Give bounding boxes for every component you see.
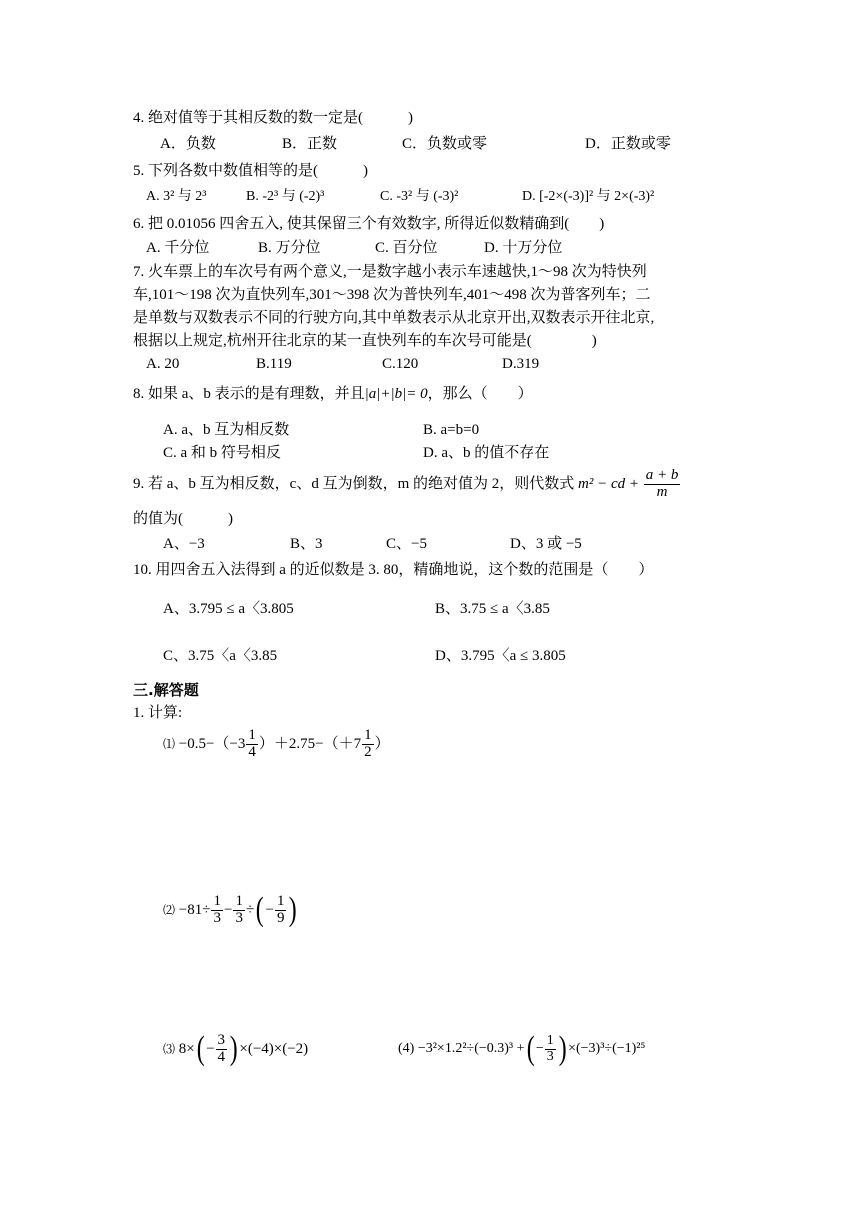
q10-option-b: B、3.75 ≤ a〈3.85 [435, 601, 550, 617]
problem-4-fraction-den: 3 [546, 1048, 554, 1064]
problem-2-div: ÷ [245, 901, 255, 918]
problem-4-post: ×(−3)³÷(−1)²⁵ [568, 1041, 646, 1056]
q7-line-3: 是单数与双数表示不同的行驶方向,其中单数表示从北京开出,双数表示开往北京, [133, 310, 655, 326]
q10-option-c: C、3.75〈a〈3.85 [163, 648, 278, 664]
q9-option-c: C、−5 [386, 536, 427, 552]
q5-option-d: D. [-2×(-3)]² 与 2×(-3)² [522, 189, 655, 204]
q8-option-b: B. a=b=0 [423, 422, 480, 438]
problem-3 [163, 1032, 308, 1066]
q6-option-c: C. 百分位 [375, 240, 438, 256]
q9-option-d: D、3 或 −5 [510, 536, 582, 552]
problem-2-label: ⑵ [163, 903, 176, 917]
q8-stem-math: |a|+|b|= 0 [364, 386, 428, 402]
section-3-item-1: 1. 计算: [133, 705, 183, 721]
problem-4-fraction-num: 1 [546, 1032, 554, 1048]
problem-1-mid: ）＋2.75−（＋7 [258, 735, 362, 752]
problem-1-fraction-1-num: 1 [248, 727, 256, 743]
problem-2-fraction-1 [211, 894, 223, 927]
q9-fraction [644, 468, 681, 501]
problem-2-right-paren: ) [289, 891, 298, 928]
q8-stem [133, 387, 533, 402]
q7-line-4: 根据以上规定,杭州开往北京的某一直快列车的车次号可能是( ) [133, 333, 597, 349]
problem-2-fraction-3 [275, 894, 287, 927]
q4-option-b: B．正数 [282, 136, 338, 152]
problem-2-left-paren: ( [255, 891, 264, 928]
problem-4-minus: − [535, 1041, 544, 1056]
q4-option-c: C．负数或零 [402, 136, 488, 152]
q7-line-1: 7. 火车票上的车次号有两个意义,一是数字越小表示车速越快,1～98 次为特快列 [133, 264, 647, 280]
q8-option-c: C. a 和 b 符号相反 [163, 445, 281, 461]
problem-1-fraction-2 [362, 728, 374, 761]
problem-4-right-paren: ) [558, 1030, 567, 1067]
q7-option-b: B.119 [256, 356, 292, 372]
q4-option-d: D．正数或零 [585, 136, 671, 152]
q5-stem: 5. 下列各数中数值相等的是( ) [133, 163, 368, 179]
q8-option-a: A. a、b 互为相反数 [163, 422, 290, 438]
problem-3-label: ⑶ [163, 1042, 176, 1056]
q8-stem-post: ，那么（ ） [427, 386, 533, 402]
problem-1-fraction-2-num: 1 [364, 727, 372, 743]
problem-1-fraction-2-den: 2 [364, 743, 372, 760]
q7-option-d: D.319 [502, 356, 540, 372]
section-3-title: 三.解答题 [133, 681, 199, 699]
q5-option-c: C. -3² 与 (-3)² [380, 189, 459, 204]
q6-option-b: B. 万分位 [258, 240, 321, 256]
problem-2-fraction-2-den: 3 [235, 909, 243, 926]
q4-stem: 4. 绝对值等于其相反数的数一定是( ) [133, 110, 413, 126]
q7-line-2: 车,101～198 次为直快列车,301～398 次为普快列车,401～498 次为普客列车；二 [133, 287, 651, 303]
q7-option-a: A. 20 [146, 356, 180, 372]
problem-2-fraction-2-num: 1 [235, 892, 243, 909]
q10-option-d: D、3.795〈a ≤ 3.805 [435, 648, 566, 664]
problem-3-minus: − [206, 1040, 215, 1057]
problem-2 [163, 893, 299, 927]
q7-option-c: C.120 [382, 356, 419, 372]
q4-option-a: A．负数 [160, 136, 216, 152]
problem-1-post: ） [374, 735, 390, 752]
problem-2-fraction-1-den: 3 [213, 909, 221, 926]
problem-4-pre: −3²×1.2²÷(−0.3)³ + [417, 1041, 525, 1056]
q9-stem-2: 的值为( ) [133, 511, 233, 527]
problem-3-fraction [216, 1033, 228, 1066]
q6-option-a: A. 千分位 [146, 240, 210, 256]
problem-2-fraction-2 [233, 894, 245, 927]
problem-4-fraction [545, 1034, 556, 1064]
problem-2-pre: −81÷ [178, 901, 211, 918]
q9-option-b: B、3 [290, 536, 323, 552]
problem-3-left-paren: ( [196, 1030, 205, 1067]
problem-3-right-paren: ) [229, 1030, 238, 1067]
q6-stem: 6. 把 0.01056 四舍五入, 使其保留三个有效数字, 所得近似数精确到( ) [133, 216, 605, 232]
problem-3-fraction-den: 4 [217, 1048, 226, 1065]
problem-1-fraction-1 [246, 728, 258, 761]
problem-2-fraction-3-num: 1 [276, 892, 285, 909]
q5-option-b: B. -2³ 与 (-2)³ [246, 189, 325, 204]
problem-1-label: ⑴ [163, 737, 176, 752]
problem-4 [398, 1032, 645, 1066]
problem-4-left-paren: ( [526, 1030, 535, 1067]
q9-stem-text: 9. 若 a、b 互为相反数，c、d 互为倒数，m 的绝对值为 2，则代数式 [133, 475, 575, 492]
problem-2-mid: − [223, 901, 233, 918]
problem-1-fraction-1-den: 4 [248, 743, 256, 760]
q9-fraction-numerator: a + b [645, 467, 679, 483]
problem-4-label: (4) [398, 1041, 415, 1056]
q8-stem-pre: 8. 如果 a、b 表示的是有理数，并且 [133, 386, 365, 402]
q5-option-a: A. 3² 与 2³ [146, 189, 207, 204]
problem-2-minus: − [265, 901, 274, 918]
q9-stem [133, 468, 681, 501]
problem-2-fraction-1-num: 1 [213, 892, 221, 909]
problem-3-pre: 8× [178, 1040, 195, 1057]
q8-option-d: D. a、b 的值不存在 [423, 445, 550, 461]
q9-expr-head: m² − cd + [578, 475, 639, 492]
problem-1-pre: −0.5−（−3 [178, 735, 246, 752]
problem-2-fraction-3-den: 9 [276, 909, 285, 926]
q10-stem: 10. 用四舍五入法得到 a 的近似数是 3. 80，精确地说，这个数的范围是（ ） [133, 562, 654, 578]
q9-option-a: A、−3 [163, 536, 205, 552]
q6-option-d: D. 十万分位 [484, 240, 563, 256]
problem-3-fraction-num: 3 [217, 1031, 226, 1048]
problem-3-post: ×(−4)×(−2) [239, 1040, 309, 1057]
q9-fraction-denominator: m [656, 483, 668, 500]
q10-option-a: A、3.795 ≤ a〈3.805 [163, 601, 294, 617]
problem-1 [163, 728, 390, 761]
